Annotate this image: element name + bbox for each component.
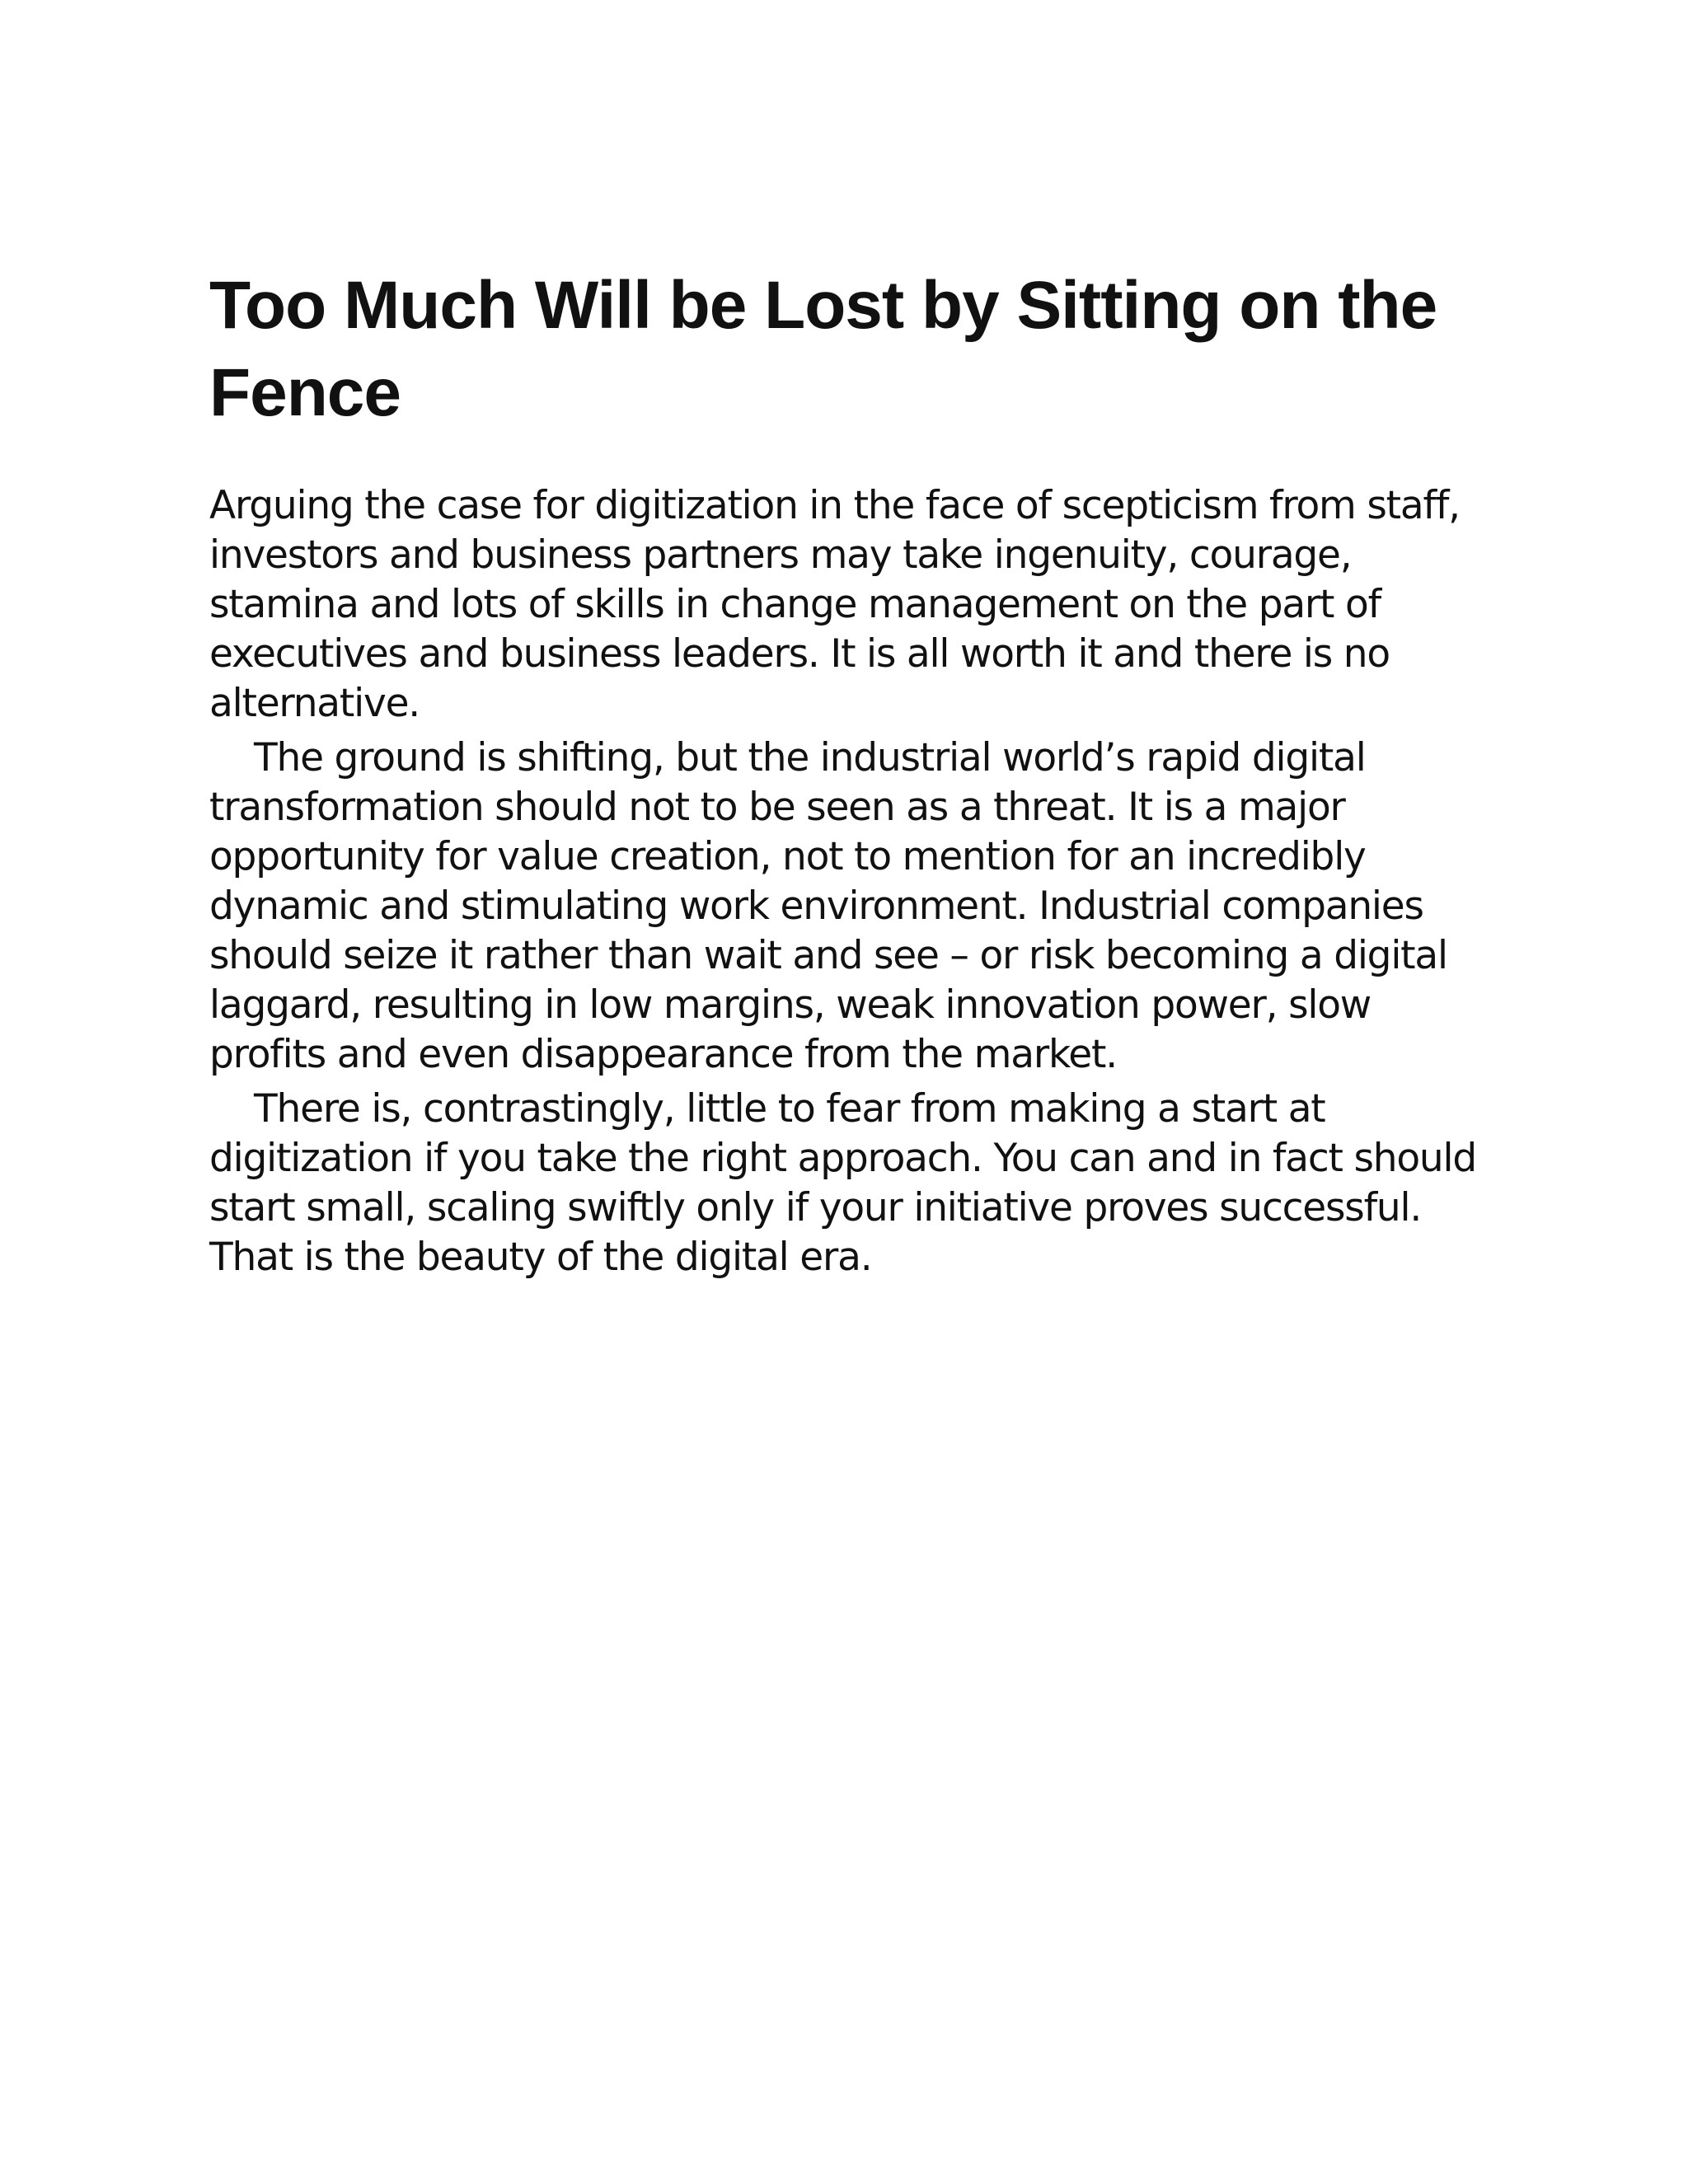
paragraph-2: The ground is shifting, but the industrial world’s rapid digital transformation should not to be seen as a threat. It is a major opportunity for value creation, not to mention for an incredibly dynamic and stimulating work environment. Industrial companies should seize it rather than wait and see – or risk becoming a digital laggard, resulting in low margins, weak innovation power, slow profits and even disappearance from the market. (209, 735, 1447, 1077)
document-page (209, 262, 1479, 1287)
paragraph-1: Arguing the case for digitization in the face of scepticism from staff, investors and business partners may take ingenuity, courage, stamina and lots of skills in change management on the part of executives and business leaders. It is all worth it and there is no alternative. (209, 483, 1460, 726)
paragraph-3: There is, contrastingly, little to fear from making a start at digitization if you take the right approach. You can and in fact should start small, scaling swiftly only if your initiative proves successful. That is the beauty of the digital era. (209, 1086, 1476, 1280)
page-title: Too Much Will be Lost by Sitting on the Fence (209, 268, 1437, 430)
